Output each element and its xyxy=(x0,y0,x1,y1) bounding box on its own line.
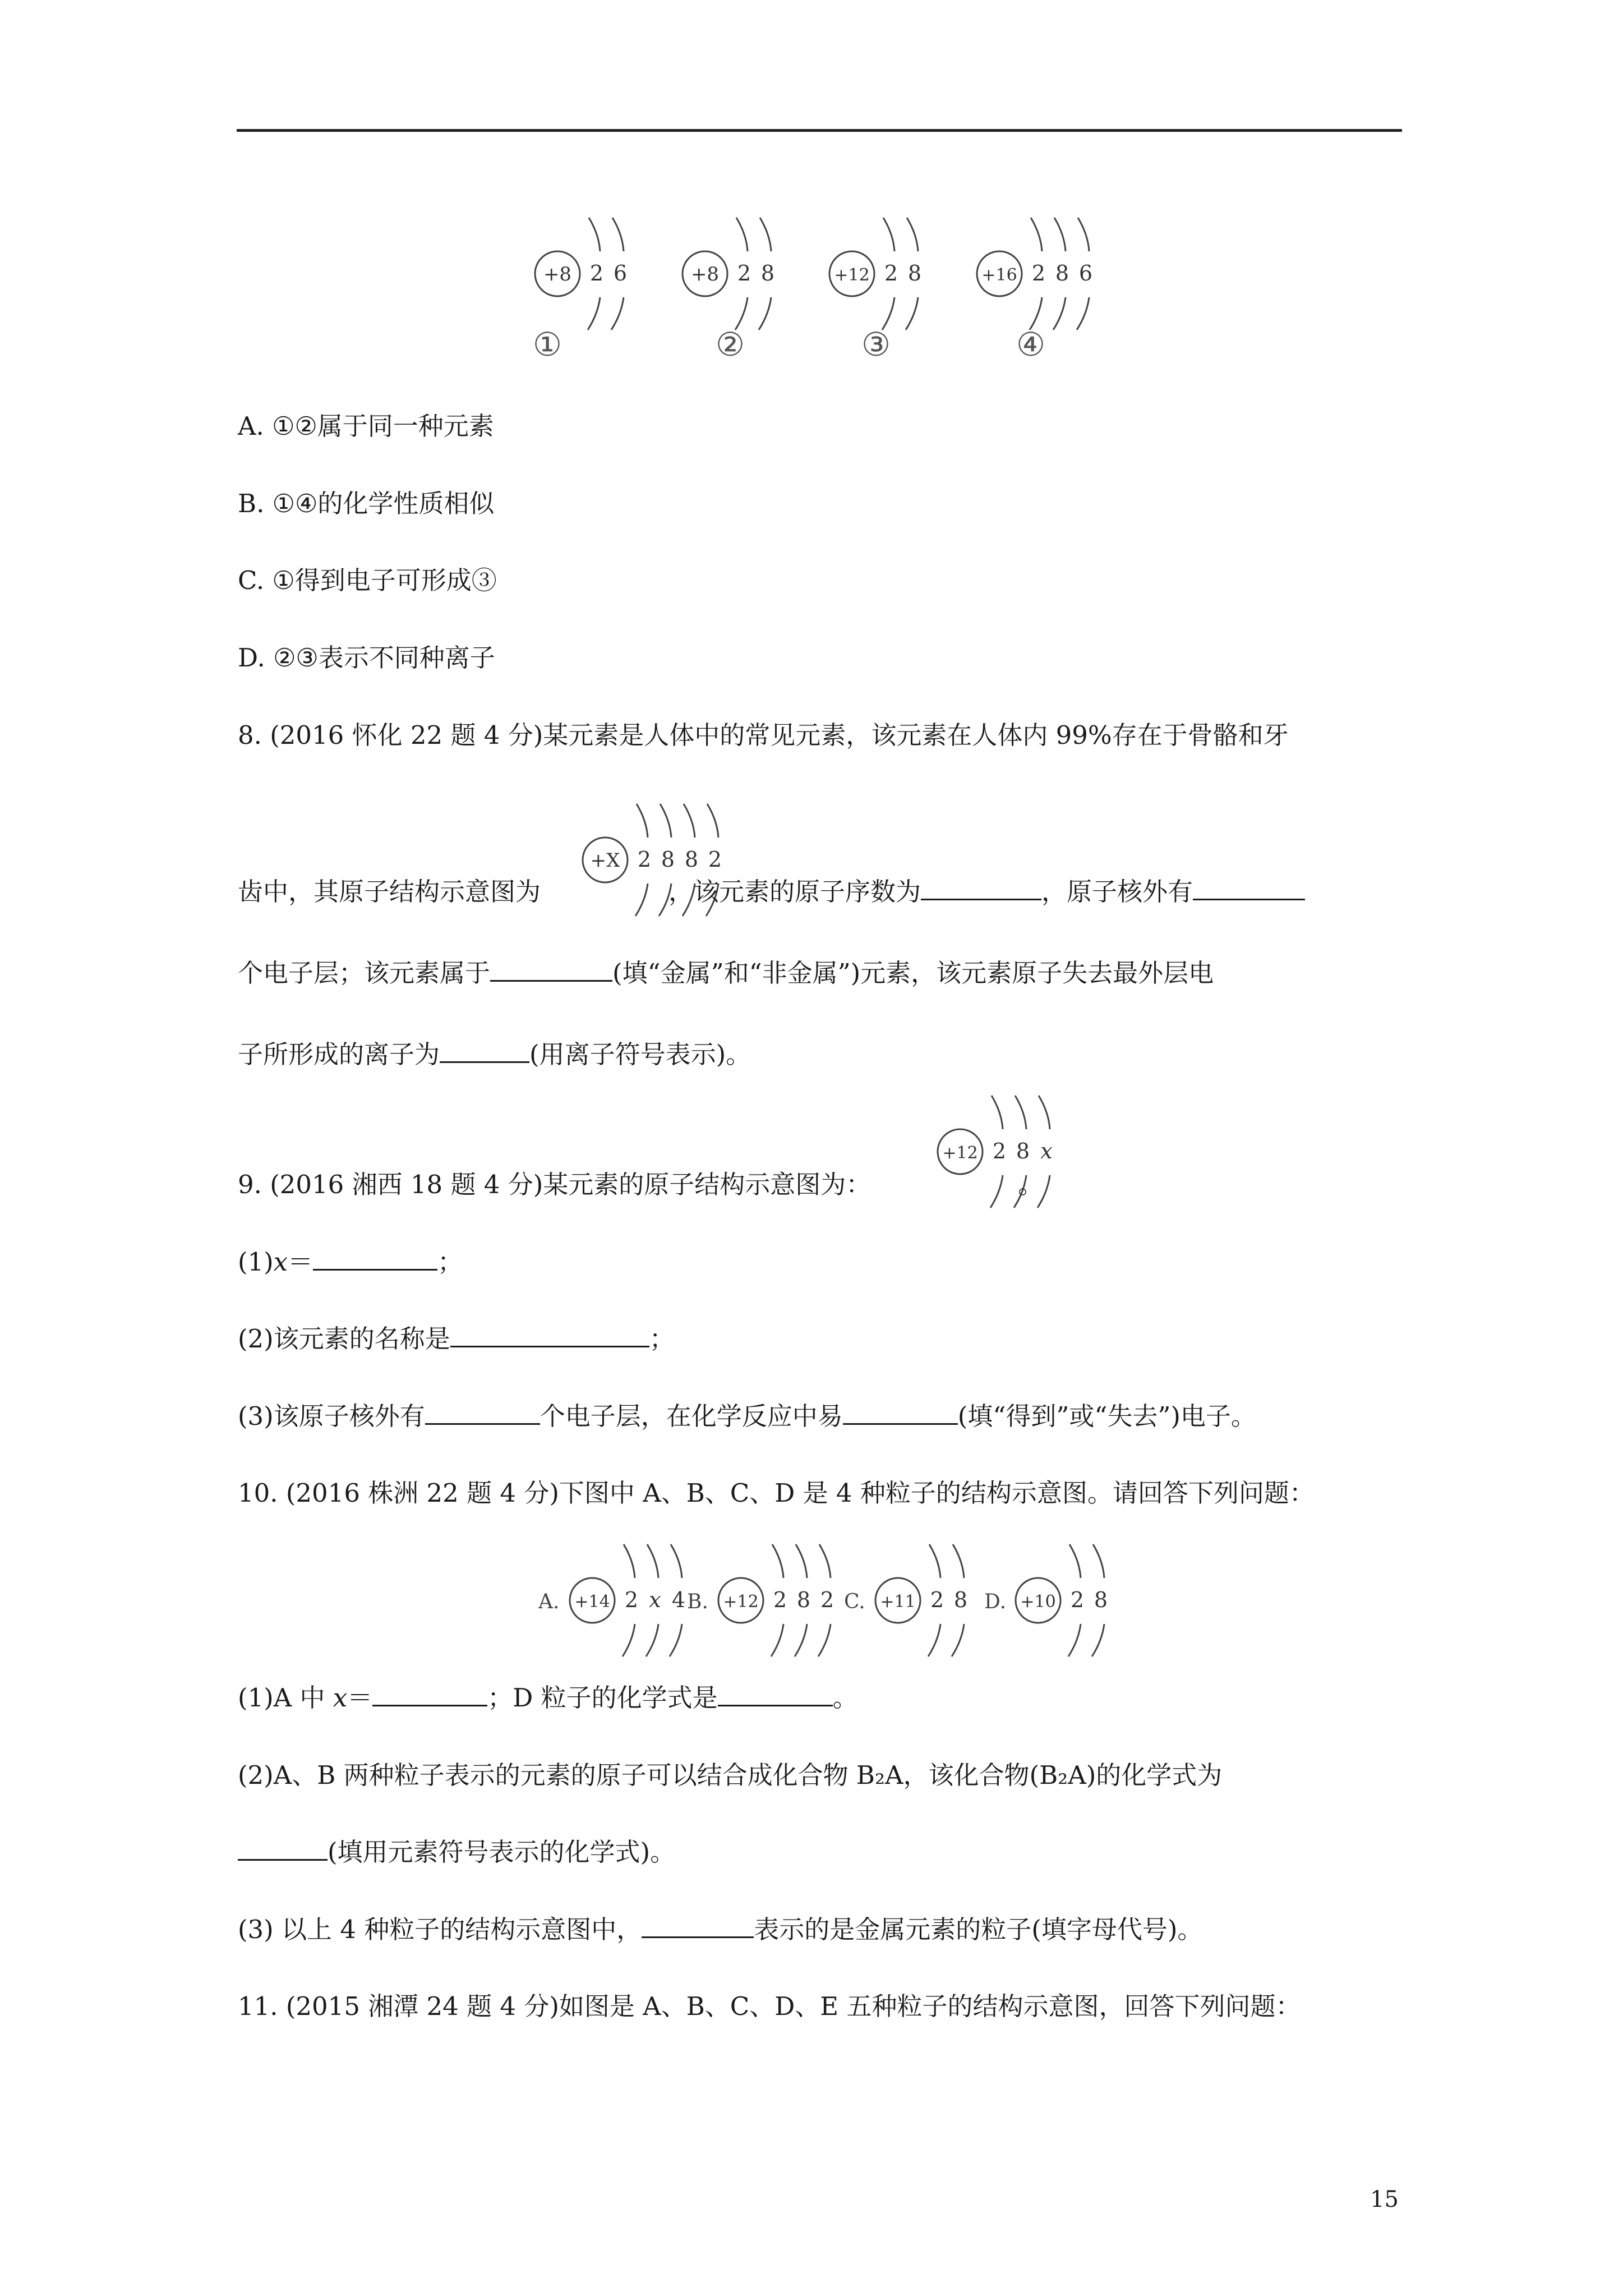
nucleus-charge: +8 xyxy=(543,263,572,286)
question-11-stem: 11. (2015 湘潭 24 题 4 分)如图是 A、B、C、D、E 五种粒子的结构示意图，回答下列问题： xyxy=(238,1991,1301,2021)
shell-arc xyxy=(589,218,600,251)
shell-arc xyxy=(1092,1624,1104,1657)
diagram-label: D. xyxy=(984,1590,1007,1613)
atom-structure-svg xyxy=(687,1534,868,1667)
shell-arc xyxy=(611,297,624,330)
shell-electron-count: 2 xyxy=(637,847,652,872)
shell-arc xyxy=(660,804,671,838)
shell-arc xyxy=(1068,1624,1081,1657)
shell-electron-count: 8 xyxy=(1016,1139,1030,1163)
shell-arc xyxy=(1015,1096,1026,1129)
page-number: 15 xyxy=(1370,2187,1399,2212)
question-8-stem: 8. (2016 怀化 22 题 4 分)某元素是人体中的常见元素，该元素在人体内 99%存在于骨骼和牙 xyxy=(238,720,1289,750)
shell-arc xyxy=(1031,218,1042,251)
nucleus-charge: +16 xyxy=(981,265,1017,285)
shell-arc xyxy=(929,1544,940,1578)
diagram-label: C. xyxy=(844,1590,865,1613)
shell-electron-count: 2 xyxy=(737,261,751,286)
shell-arc xyxy=(772,1544,783,1578)
shell-electron-count: 2 xyxy=(708,847,722,872)
shell-electron-count: 8 xyxy=(760,261,775,286)
shell-electron-count: 2 xyxy=(1070,1588,1085,1612)
shell-arc xyxy=(1093,1544,1104,1578)
nucleus-charge: +X xyxy=(590,849,620,872)
shell-electron-count: 2 xyxy=(589,261,604,286)
shell-electron-count: 8 xyxy=(1055,261,1069,286)
question-10-sub2-cont: (填用元素符号表示的化学式)。 xyxy=(238,1835,675,1869)
option-b: B. ①④的化学性质相似 xyxy=(238,489,495,518)
answer-blank[interactable] xyxy=(372,1686,487,1706)
shell-arc xyxy=(1078,218,1089,251)
shell-arc xyxy=(684,804,695,838)
question-9-sub2: (2)该元素的名称是 ； xyxy=(238,1324,675,1354)
nucleus-charge: +12 xyxy=(723,1592,759,1612)
shell-arc xyxy=(883,218,895,251)
option-a: A. ①②属于同一种元素 xyxy=(238,411,494,441)
shell-arc xyxy=(952,1624,964,1657)
shell-electron-count: x xyxy=(649,1588,661,1612)
shell-arc xyxy=(928,1624,940,1657)
nucleus-charge: +12 xyxy=(942,1143,978,1163)
shell-arc xyxy=(1054,218,1066,251)
answer-blank[interactable] xyxy=(843,1404,958,1425)
nucleus-charge: +12 xyxy=(834,265,870,285)
shell-electron-count: 8 xyxy=(907,261,922,286)
shell-arc xyxy=(907,218,918,251)
shell-arc xyxy=(670,1624,682,1657)
atom-diagram xyxy=(844,1534,1001,1667)
diagram-label: B. xyxy=(687,1590,708,1613)
diagram-caption: ① xyxy=(533,325,562,364)
question-8-line3: 个电子层；该元素属于 (填“金属”和“非金属”)元素，该元素原子失去最外层电 xyxy=(238,958,1214,988)
answer-blank[interactable] xyxy=(718,1686,833,1706)
diagram-caption: ② xyxy=(716,325,745,364)
shell-electron-count: 8 xyxy=(953,1588,968,1612)
diagram-caption: ③ xyxy=(861,325,891,364)
option-d: D. ②③表示不同种离子 xyxy=(238,643,495,673)
answer-blank[interactable] xyxy=(642,1917,754,1938)
shell-arc xyxy=(671,1544,682,1578)
shell-electron-count: 6 xyxy=(613,261,628,286)
answer-blank[interactable] xyxy=(1193,880,1305,900)
shell-electron-count: 8 xyxy=(1094,1588,1108,1612)
question-10-sub1: (1)A 中 x＝ ；D 粒子的化学式是 。 xyxy=(238,1683,858,1713)
shell-electron-count: 2 xyxy=(930,1588,944,1612)
answer-blank[interactable] xyxy=(440,1042,529,1063)
answer-blank[interactable] xyxy=(313,1250,437,1271)
shell-arc xyxy=(759,297,771,330)
shell-arc xyxy=(707,804,718,838)
shell-arc xyxy=(819,1544,831,1578)
shell-electron-count: 2 xyxy=(624,1588,639,1612)
shell-arc xyxy=(760,218,771,251)
question-9-sub1: (1)x＝ ； xyxy=(238,1247,463,1277)
shell-electron-count: 8 xyxy=(796,1588,811,1612)
question-10-stem: 10. (2016 株洲 22 题 4 分)下图中 A、B、C、D 是 4 种粒子的结构示意图。请回答下列问题： xyxy=(238,1478,1315,1508)
shell-arc xyxy=(1069,1544,1081,1578)
question-9-sub3: (3)该原子核外有 个电子层，在化学反应中易 (填“得到”或“失去”)电子。 xyxy=(238,1401,1256,1431)
shell-electron-count: 2 xyxy=(773,1588,787,1612)
question-8-line4: 子所形成的离子为 (用离子符号表示)。 xyxy=(238,1039,751,1069)
atom-structure-svg xyxy=(680,208,808,340)
answer-blank[interactable] xyxy=(238,1840,328,1861)
shell-arc xyxy=(771,1624,783,1657)
nucleus-charge: +14 xyxy=(574,1592,610,1612)
shell-arc xyxy=(796,1544,807,1578)
answer-blank[interactable] xyxy=(921,880,1041,900)
shell-electron-count: 2 xyxy=(1031,261,1046,286)
option-c: C. ①得到电子可形成③ xyxy=(238,565,497,595)
atom-structure-svg xyxy=(827,208,955,340)
shell-electron-count: 8 xyxy=(661,847,675,872)
shell-arc xyxy=(992,1096,1003,1129)
shell-electron-count: 2 xyxy=(820,1588,834,1612)
answer-blank[interactable] xyxy=(450,1327,649,1347)
shell-electron-count: 4 xyxy=(671,1588,686,1612)
question-10-sub3: (3) 以上 4 种粒子的结构示意图中， 表示的是金属元素的粒子(填字母代号)。 xyxy=(238,1915,1203,1944)
nucleus-charge: +10 xyxy=(1020,1592,1056,1612)
atom-diagram xyxy=(984,1534,1141,1667)
shell-arc xyxy=(646,1624,658,1657)
nucleus-charge: +8 xyxy=(690,263,720,286)
answer-blank[interactable] xyxy=(425,1404,540,1425)
shell-arc xyxy=(736,218,748,251)
shell-arc xyxy=(647,1544,658,1578)
answer-blank[interactable] xyxy=(490,961,612,982)
atom-diagram xyxy=(827,208,955,340)
shell-arc xyxy=(624,1544,635,1578)
atom-diagram xyxy=(680,208,808,340)
atom-structure-svg xyxy=(844,1534,1001,1667)
nucleus-charge: +11 xyxy=(880,1592,916,1612)
shell-arc xyxy=(612,218,624,251)
atom-diagram xyxy=(687,1534,868,1667)
shell-arc xyxy=(588,297,600,330)
question-8-line2: 齿中，其原子结构示意图为 ，该元素的原子序数为 ，原子核外有 xyxy=(238,875,1305,909)
shell-electron-count: 8 xyxy=(684,847,699,872)
question-10-sub2: (2)A、B 两种粒子表示的元素的原子可以结合成化合物 B₂A，该化合物(B₂A)的化学式为 xyxy=(238,1760,1223,1790)
atom-structure-svg xyxy=(975,208,1126,340)
atom-structure-svg xyxy=(533,208,661,340)
diagram-label: A. xyxy=(538,1590,560,1613)
atom-diagram xyxy=(975,208,1126,340)
header-rule xyxy=(237,129,1402,132)
shell-electron-count: 2 xyxy=(884,261,898,286)
shell-arc xyxy=(906,297,918,330)
question-9-stem: 9. (2016 湘西 18 题 4 分)某元素的原子结构示意图为： 。 xyxy=(238,1170,1044,1199)
diagram-caption: ④ xyxy=(1016,325,1045,364)
shell-electron-count: x xyxy=(1040,1139,1053,1163)
shell-arc xyxy=(818,1624,831,1657)
shell-arc xyxy=(953,1544,964,1578)
shell-arc xyxy=(795,1624,807,1657)
shell-electron-count: 2 xyxy=(992,1139,1007,1163)
shell-arc xyxy=(1053,297,1066,330)
shell-arc xyxy=(1077,297,1089,330)
shell-electron-count: 6 xyxy=(1078,261,1093,286)
shell-arc xyxy=(623,1624,635,1657)
atom-diagram xyxy=(533,208,661,340)
shell-arc xyxy=(637,804,648,838)
shell-arc xyxy=(1039,1096,1050,1129)
atom-structure-svg xyxy=(984,1534,1141,1667)
